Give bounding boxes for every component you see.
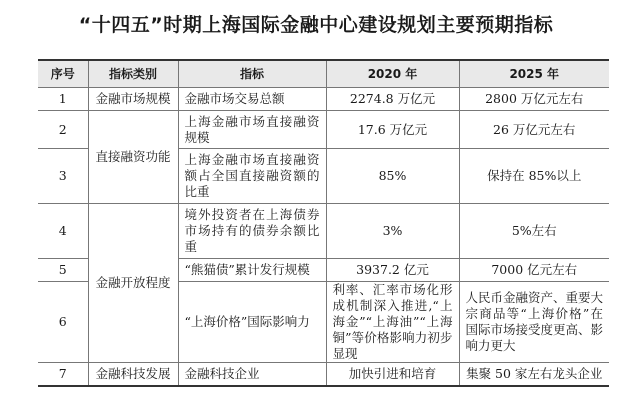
row-2020: 3%	[326, 204, 459, 259]
header-indicator: 指标	[178, 60, 326, 88]
row-2025: 保持在 85%以上	[459, 149, 609, 204]
table-row	[38, 111, 609, 149]
row-2020: 利率、汇率市场化形成机制深入推进,“上海金”“上海油”“上海铜”等价格影响力初步显现	[326, 282, 459, 363]
row-indicator: 金融科技企业	[178, 363, 326, 386]
row-category: 金融市场规模	[88, 88, 178, 111]
row-2025: 集聚 50 家左右龙头企业	[459, 363, 609, 386]
row-no: 1	[38, 88, 88, 111]
row-2025: 2800 万亿元左右	[459, 88, 609, 111]
row-2025: 5%左右	[459, 204, 609, 259]
row-no: 4	[38, 204, 88, 259]
header-category: 指标类别	[88, 60, 178, 88]
row-category: 直接融资功能	[88, 111, 178, 204]
header-2025: 2025 年	[459, 60, 609, 88]
row-no: 3	[38, 149, 88, 204]
row-2020: 3937.2 亿元	[326, 259, 459, 282]
row-indicator: 上海金融市场直接融资规模	[178, 111, 326, 149]
row-indicator: “上海价格”国际影响力	[178, 282, 326, 363]
page-title: “十四五”时期上海国际金融中心建设规划主要预期指标	[78, 14, 554, 36]
row-2020: 17.6 万亿元	[326, 111, 459, 149]
row-2020: 85%	[326, 149, 459, 204]
table-header-row	[38, 60, 609, 88]
table-row	[38, 88, 609, 111]
header-2020: 2020 年	[326, 60, 459, 88]
row-2020: 加快引进和培育	[326, 363, 459, 386]
row-2025: 7000 亿元左右	[459, 259, 609, 282]
row-category: 金融科技发展	[88, 363, 178, 386]
row-indicator: 上海金融市场直接融资额占全国直接融资额的比重	[178, 149, 326, 204]
row-no: 6	[38, 282, 88, 363]
row-indicator: 境外投资者在上海债券市场持有的债券余额比重	[178, 204, 326, 259]
table-row	[38, 363, 609, 386]
row-indicator: “熊猫债”累计发行规模	[178, 259, 326, 282]
row-indicator: 金融市场交易总额	[178, 88, 326, 111]
header-no: 序号	[38, 60, 88, 88]
row-no: 2	[38, 111, 88, 149]
row-no: 7	[38, 363, 88, 386]
row-2025: 人民币金融资产、重要大宗商品等“上海价格”在国际市场接受度更高、影响力更大	[459, 282, 609, 363]
indicator-table	[38, 59, 609, 387]
row-2025: 26 万亿元左右	[459, 111, 609, 149]
row-2020: 2274.8 万亿元	[326, 88, 459, 111]
row-category: 金融开放程度	[88, 204, 178, 363]
row-no: 5	[38, 259, 88, 282]
table-row	[38, 204, 609, 259]
